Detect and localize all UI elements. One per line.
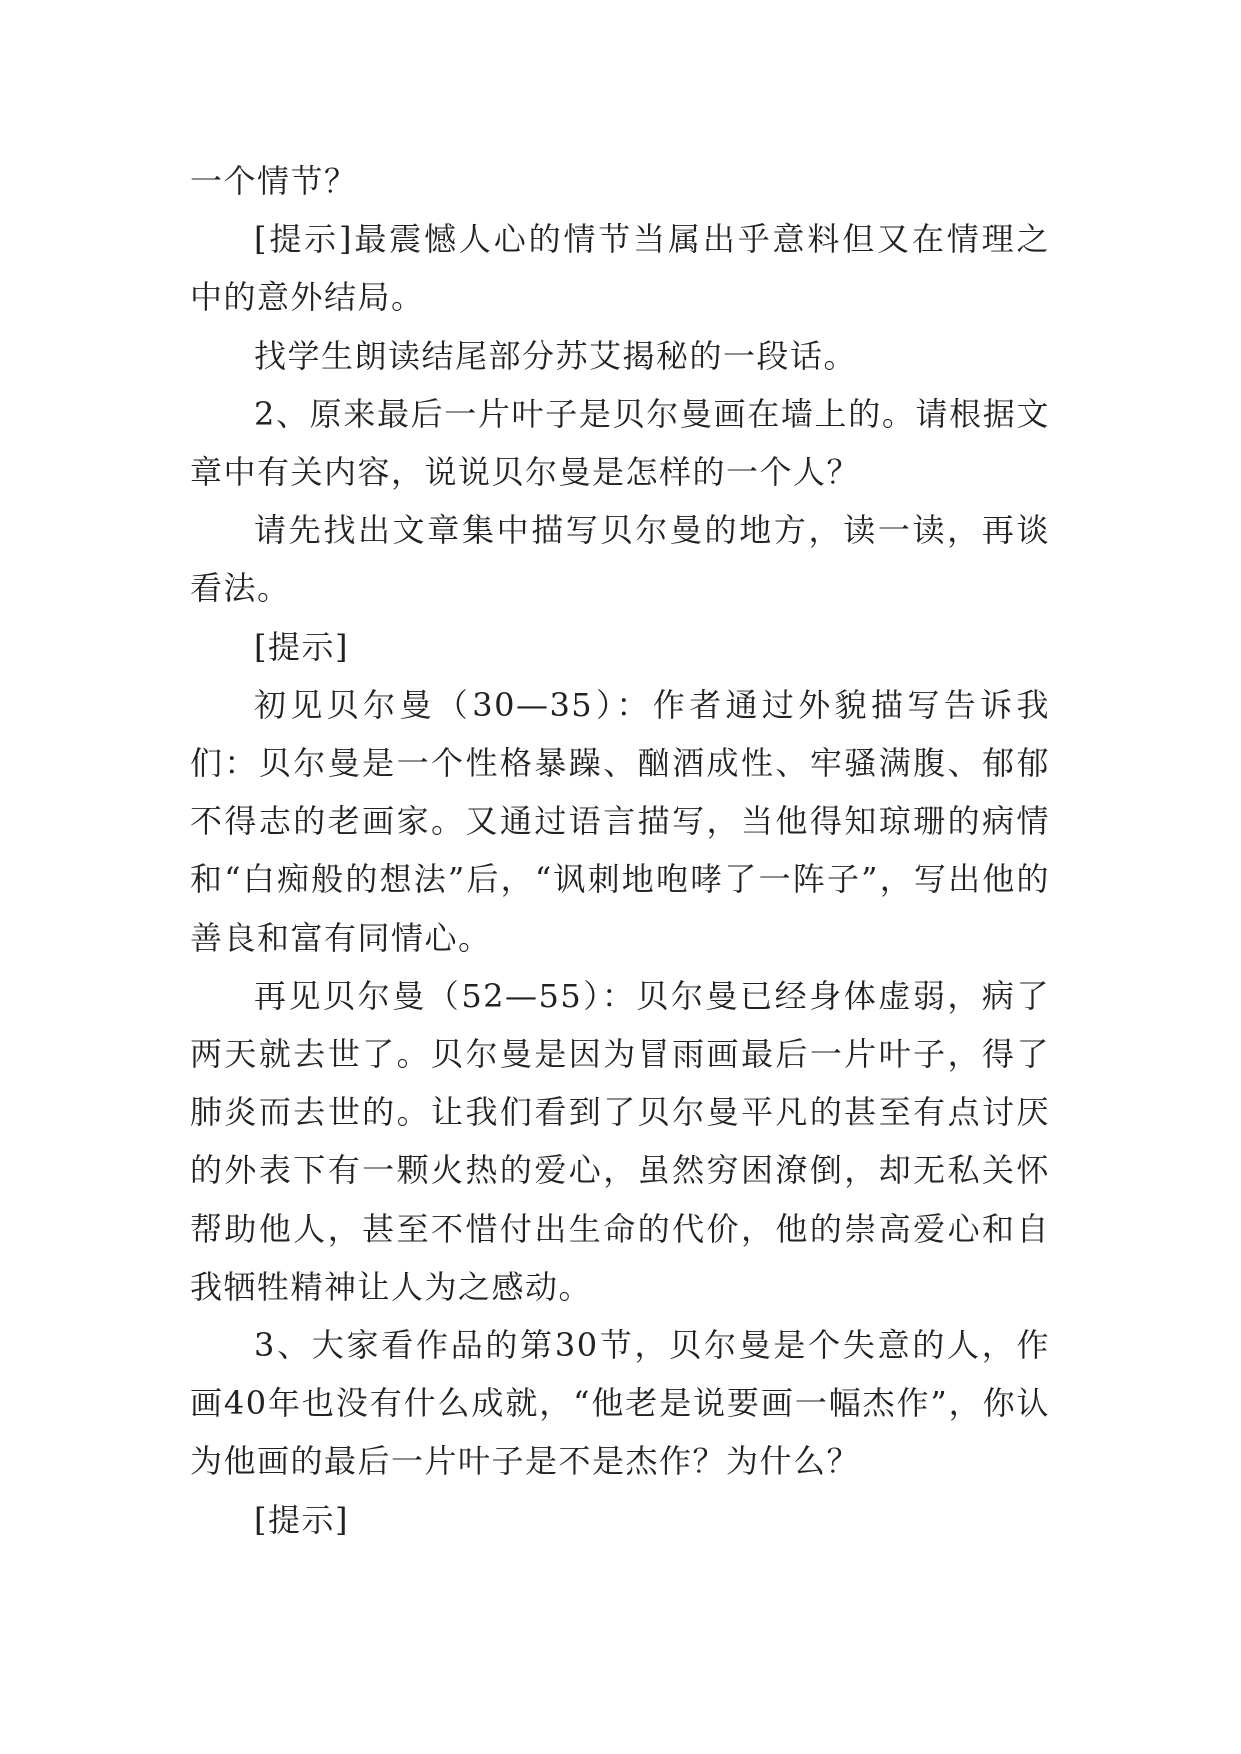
paragraph-read-aloud: 找学生朗读结尾部分苏艾揭秘的一段话。 xyxy=(254,336,858,375)
document-body xyxy=(190,152,1050,1549)
paragraph-first-meeting: 初见贝尔曼（30—35）：作者通过外貌描写告诉我们：贝尔曼是一个性格暴躁、酗酒成性、牢骚满腹、郁郁不得志的老画家。又通过语言描写，当他得知琼珊的病情和“白痴般的想法”后，“讽刺地咆哮了一阵子”，写出他的善良和富有同情心。 xyxy=(190,685,1050,957)
paragraph-hint-label: [提示] xyxy=(254,627,349,666)
paragraph-hint-ending: [提示]最震憾人心的情节当属出乎意料但又在情理之中的意外结局。 xyxy=(190,220,1050,317)
paragraph-continuation: 一个情节？ xyxy=(190,162,358,200)
paragraph-second-meeting: 再见贝尔曼（52—55）：贝尔曼已经身体虚弱，病了两天就去世了。贝尔曼是因为冒雨画最后一片叶子，得了肺炎而去世的。让我们看到了贝尔曼平凡的甚至有点讨厌的外表下有一颗火热的爱心，虽然穷困潦倒，却无私关怀帮助他人，甚至不惜付出生命的代价，他的崇高爱心和自我牺牲精神让人为之感动。 xyxy=(190,976,1050,1306)
paragraph-question-2: 2、原来最后一片叶子是贝尔曼画在墙上的。请根据文章中有关内容，说说贝尔曼是怎样的一个人？ xyxy=(190,394,1050,492)
paragraph-question-3: 3、大家看作品的第30节，贝尔曼是个失意的人，作画40年也没有什么成就，“他老是说要画一幅杰作”，你认为他画的最后一片叶子是不是杰作？为什么？ xyxy=(190,1326,1050,1481)
paragraph-hint-label-2: [提示] xyxy=(254,1500,349,1539)
paragraph-find-descriptions: 请先找出文章集中描写贝尔曼的地方，读一读，再谈看法。 xyxy=(190,511,1050,608)
